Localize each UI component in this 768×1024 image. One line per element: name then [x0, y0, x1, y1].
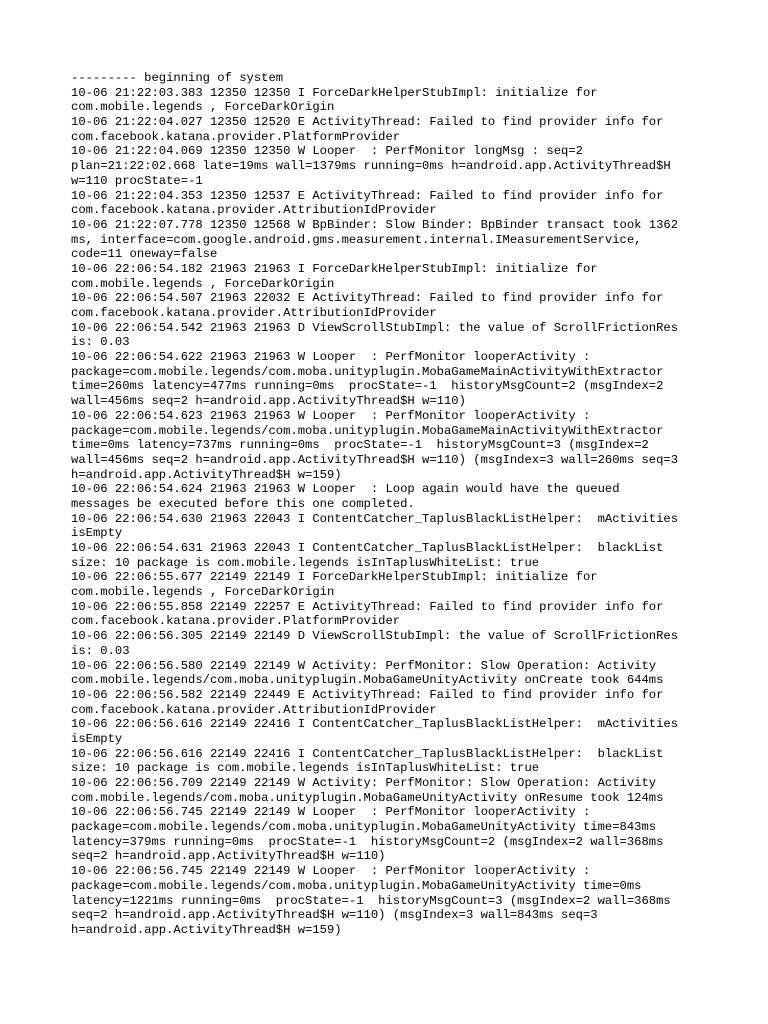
log-line: wall=456ms seq=2 h=android.app.ActivityThread$H w=110) (msgIndex=3 wall=260ms seq=3	[71, 452, 679, 467]
log-line: com.facebook.katana.provider.PlatformProvider	[71, 129, 401, 144]
log-line: w=110 procState=-1	[71, 173, 203, 188]
log-line: package=com.mobile.legends/com.moba.unityplugin.MobaGameMainActivityWithExtractor	[71, 364, 664, 379]
log-line: size: 10 package is com.mobile.legends isInTaplusWhiteList: true	[71, 555, 540, 570]
log-line: 10-06 22:06:54.542 21963 21963 D ViewScrollStubImpl: the value of ScrollFrictionRes	[71, 320, 679, 335]
log-line: 10-06 22:06:56.305 22149 22149 D ViewScrollStubImpl: the value of ScrollFrictionRes	[71, 629, 679, 644]
log-line: 10-06 21:22:04.353 12350 12537 E ActivityThread: Failed to find provider info for	[71, 188, 664, 203]
log-line: 10-06 22:06:56.745 22149 22149 W Looper : PerfMonitor looperActivity :	[71, 864, 591, 879]
log-line: 10-06 22:06:56.582 22149 22449 E ActivityThread: Failed to find provider info for	[71, 687, 664, 702]
log-line: 10-06 22:06:55.677 22149 22149 I ForceDarkHelperStubImpl: initialize for	[71, 570, 598, 585]
log-line: size: 10 package is com.mobile.legends isInTaplusWhiteList: true	[71, 761, 540, 776]
log-line: 10-06 22:06:54.623 21963 21963 W Looper : PerfMonitor looperActivity :	[71, 408, 591, 423]
log-document	[71, 71, 711, 938]
log-line: seq=2 h=android.app.ActivityThread$H w=110) (msgIndex=3 wall=843ms seq=3	[71, 908, 598, 923]
log-line: com.mobile.legends , ForceDarkOrigin	[71, 100, 335, 115]
log-line: messages be executed before this one completed.	[71, 496, 415, 511]
log-line: isEmpty	[71, 731, 123, 746]
log-line: time=0ms latency=737ms running=0ms procState=-1 historyMsgCount=3 (msgIndex=2	[71, 438, 649, 453]
log-line: com.facebook.katana.provider.AttributionIdProvider	[71, 702, 437, 717]
log-line: com.facebook.katana.provider.PlatformProvider	[71, 614, 401, 629]
log-line: wall=456ms seq=2 h=android.app.ActivityThread$H w=110)	[71, 394, 466, 409]
log-line: plan=21:22:02.668 late=19ms wall=1379ms running=0ms h=android.app.ActivityThread$H	[71, 159, 671, 174]
log-line: --------- beginning of system	[71, 71, 284, 85]
log-line: ms, interface=com.google.android.gms.measurement.internal.IMeasurementService,	[71, 232, 642, 247]
log-line: 10-06 22:06:54.182 21963 21963 I ForceDarkHelperStubImpl: initialize for	[71, 261, 598, 276]
log-line: latency=1221ms running=0ms procState=-1 historyMsgCount=3 (msgIndex=2 wall=368ms	[71, 893, 671, 908]
log-line: 10-06 22:06:54.631 21963 22043 I ContentCatcher_TaplusBlackListHelper: blackList	[71, 541, 664, 555]
log-line: is: 0.03	[71, 643, 130, 658]
log-line: h=android.app.ActivityThread$H w=159)	[71, 467, 342, 482]
log-line: seq=2 h=android.app.ActivityThread$H w=110)	[71, 849, 386, 864]
log-line: 10-06 22:06:54.507 21963 22032 E ActivityThread: Failed to find provider info for	[71, 291, 664, 306]
log-line: 10-06 21:22:03.383 12350 12350 I ForceDarkHelperStubImpl: initialize for	[71, 85, 598, 100]
log-line: com.facebook.katana.provider.AttributionIdProvider	[71, 203, 437, 218]
log-line: 10-06 22:06:56.616 22149 22416 I ContentCatcher_TaplusBlackListHelper: mActivities	[71, 717, 679, 732]
log-line: is: 0.03	[71, 335, 130, 350]
log-line: 10-06 22:06:56.745 22149 22149 W Looper : PerfMonitor looperActivity :	[71, 805, 591, 820]
log-line: com.facebook.katana.provider.AttributionIdProvider	[71, 306, 437, 320]
log-line: time=260ms latency=477ms running=0ms procState=-1 historyMsgCount=2 (msgIndex=2	[71, 379, 664, 394]
log-line: 10-06 21:22:04.069 12350 12350 W Looper : PerfMonitor longMsg : seq=2	[71, 144, 583, 159]
log-line: com.mobile.legends/com.moba.unityplugin.MobaGameUnityActivity onResume took 124ms	[71, 790, 664, 805]
log-line: 10-06 22:06:56.580 22149 22149 W Activity: PerfMonitor: Slow Operation: Activity	[71, 658, 657, 673]
log-line: isEmpty	[71, 526, 123, 541]
log-line: com.mobile.legends , ForceDarkOrigin	[71, 585, 335, 600]
log-line: com.mobile.legends/com.moba.unityplugin.MobaGameUnityActivity onCreate took 644ms	[71, 673, 664, 688]
log-line: 10-06 21:22:04.027 12350 12520 E ActivityThread: Failed to find provider info for	[71, 115, 664, 130]
log-line: 10-06 22:06:55.858 22149 22257 E ActivityThread: Failed to find provider info for	[71, 599, 664, 614]
log-line: 10-06 22:06:54.622 21963 21963 W Looper : PerfMonitor looperActivity :	[71, 350, 591, 365]
log-line: com.mobile.legends , ForceDarkOrigin	[71, 276, 335, 291]
log-line: latency=379ms running=0ms procState=-1 historyMsgCount=2 (msgIndex=2 wall=368ms	[71, 834, 664, 849]
log-line: 10-06 22:06:54.630 21963 22043 I ContentCatcher_TaplusBlackListHelper: mActivities	[71, 511, 679, 526]
log-line: code=11 oneway=false	[71, 247, 218, 262]
log-line: 10-06 22:06:56.616 22149 22416 I ContentCatcher_TaplusBlackListHelper: blackList	[71, 746, 664, 761]
log-line: 10-06 22:06:56.709 22149 22149 W Activity: PerfMonitor: Slow Operation: Activity	[71, 776, 657, 790]
log-line: package=com.mobile.legends/com.moba.unityplugin.MobaGameUnityActivity time=843ms	[71, 820, 657, 835]
log-line: 10-06 22:06:54.624 21963 21963 W Looper : Loop again would have the queued	[71, 482, 620, 497]
log-line: 10-06 21:22:07.778 12350 12568 W BpBinder: Slow Binder: BpBinder transact took 1362	[71, 217, 679, 232]
log-line: package=com.mobile.legends/com.moba.unityplugin.MobaGameUnityActivity time=0ms	[71, 878, 642, 893]
log-line: package=com.mobile.legends/com.moba.unityplugin.MobaGameMainActivityWithExtractor	[71, 423, 664, 438]
log-line: h=android.app.ActivityThread$H w=159)	[71, 922, 342, 937]
